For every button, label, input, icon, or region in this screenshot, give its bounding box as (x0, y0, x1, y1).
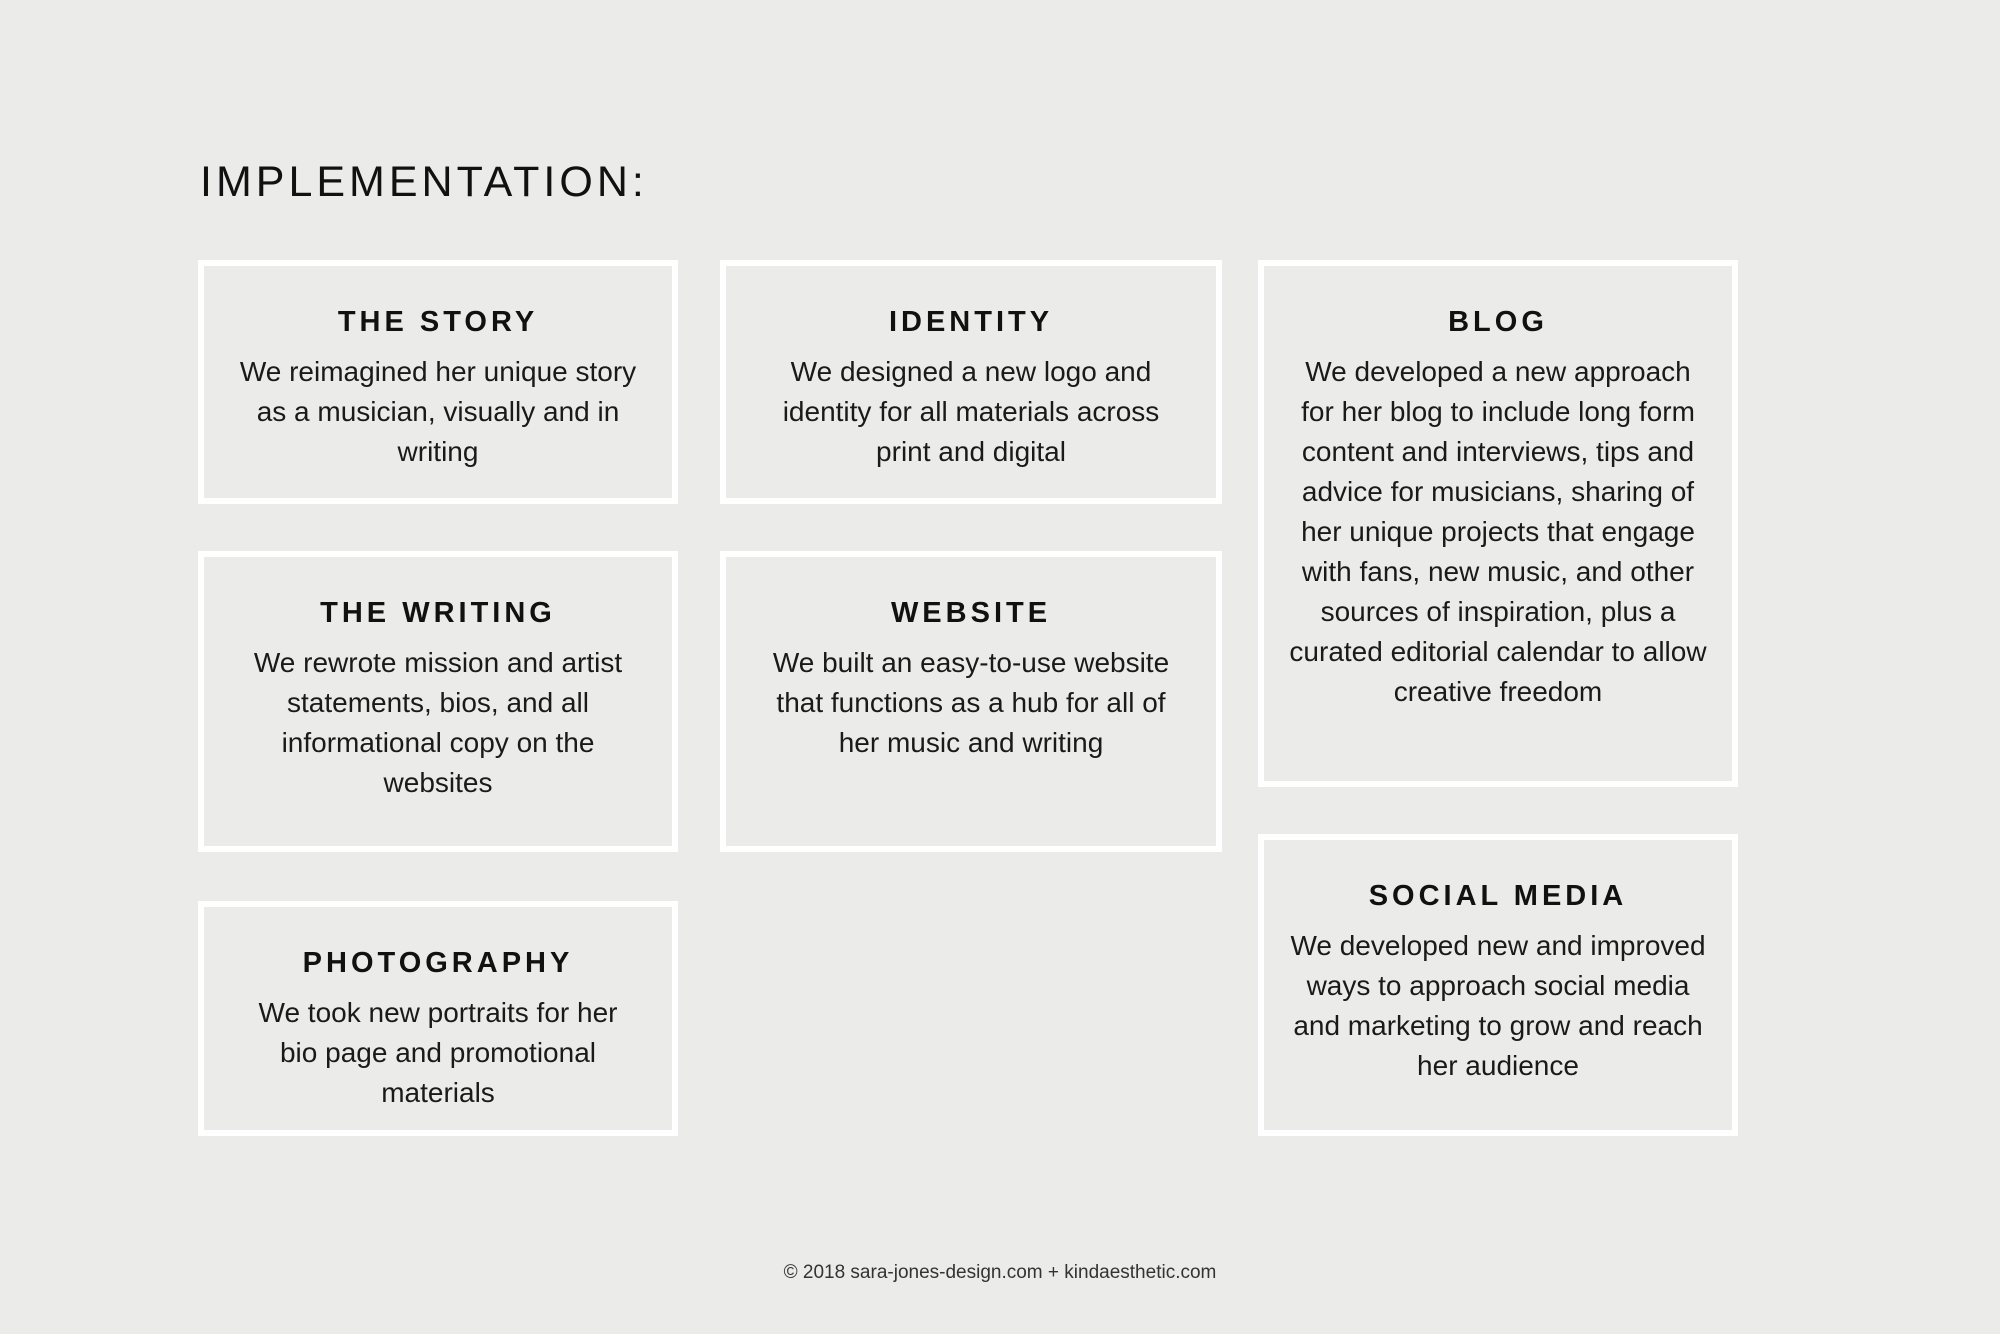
card-identity (720, 260, 1222, 504)
card-description: We rewrote mission and artist statements, bios, and all informational copy on the websites (253, 647, 623, 798)
card-description: We designed a new logo and identity for all materials across print and digital (782, 356, 1160, 467)
card-title: BLOG (1448, 306, 1548, 338)
card-description: We developed new and improved ways to approach social media and marketing to grow and reach her audience (1290, 930, 1706, 1081)
card-the-story (198, 260, 678, 504)
card-website (720, 551, 1222, 852)
card-the-writing (198, 551, 678, 852)
footer-copyright: © 2018 sara-jones-design.com + kindaesthetic.com (783, 1262, 1217, 1283)
card-blog (1258, 260, 1738, 787)
card-title: THE WRITING (320, 597, 556, 629)
card-description: We built an easy-to-use website that functions as a hub for all of her music and writing (772, 647, 1170, 758)
card-title: IDENTITY (888, 306, 1054, 338)
card-social-media (1258, 834, 1738, 1136)
card-title: PHOTOGRAPHY (302, 947, 574, 979)
card-description: We reimagined her unique story as a musician, visually and in writing (239, 356, 637, 467)
card-title: WEBSITE (890, 597, 1052, 629)
card-title: SOCIAL MEDIA (1368, 880, 1628, 912)
card-description: We developed a new approach for her blog to include long form content and interviews, tips and advice for musicians, sharing of her unique projects that engage with fans, new music, and other sources of inspiration, plus a curated editorial calendar to allow creative freedom (1289, 356, 1707, 707)
card-title: THE STORY (337, 306, 539, 338)
card-description: We took new portraits for her bio page and promotional materials (258, 997, 618, 1108)
page-title: IMPLEMENTATION: (200, 158, 648, 206)
card-photography (198, 901, 678, 1136)
